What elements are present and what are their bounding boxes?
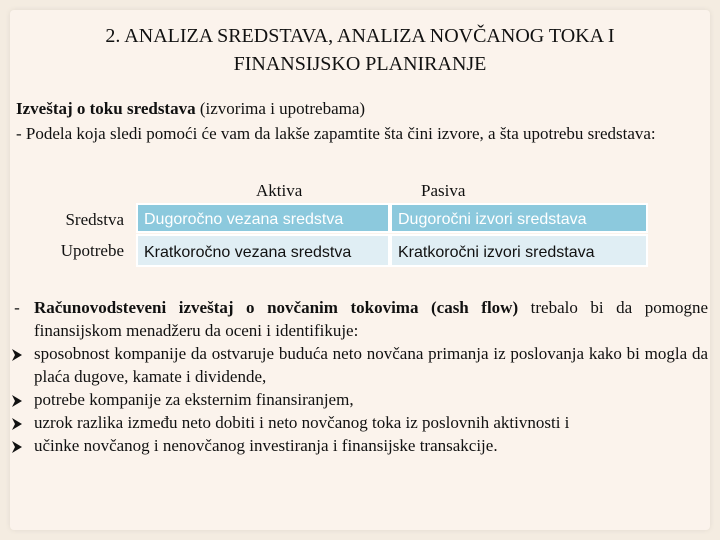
arrowhead-bullet-icon [8,411,26,434]
row-label-upotrebe: Upotrebe [60,241,124,260]
title-line-1: 2. ANALIZA SREDSTAVA, ANALIZA NOVČANOG TOKA I [105,25,615,47]
dash-marker: - [14,298,20,317]
intro-heading-bold: Izveštaj o toku sredstava [16,99,196,118]
list-item [8,342,708,388]
intro-heading-rest: (izvorima i upotrebama) [195,99,366,118]
arrowhead-bullet-icon [8,388,26,411]
list-item-text: učinke novčanog i nenovčanog investiranja i finansijske transakcije. [34,436,498,455]
row-label-sredstva: Sredstva [65,210,124,229]
list-item [8,434,708,457]
list-item [8,411,708,434]
intro-heading [16,96,708,121]
list-item-text: potrebe kompanije za eksternim finansiranjem, [34,390,354,409]
cash-flow-list [8,296,708,457]
cell-dugorocno-vezana: Dugoročno vezana sredstva [136,203,390,233]
cell-dugorocni-izvori: Dugoročni izvori sredstava [390,203,648,233]
list-intro-bold: Računovodsteveni izveštaj o novčanim tokovima (cash flow) [34,298,519,317]
arrowhead-bullet-icon [8,342,26,365]
arrowhead-bullet-icon [8,434,26,457]
list-item-text: uzrok razlika između neto dobiti i neto novčanog toka iz poslovnih aktivnosti i [34,413,570,432]
page-title [20,22,700,78]
cell-kratkorocni-izvori: Kratkoročni izvori sredstava [390,234,648,267]
list-item-text: sposobnost kompanije da ostvaruje buduća neto novčana primanja iz poslovanja kako bi mogla da plaća dugove, kamate i dividende, [34,344,708,386]
intro-section [16,96,708,146]
list-intro-rest: trebalo bi da pomogne finansijskom menadžeru da oceni i identifikuje: [34,298,708,340]
cell-kratkorocno-vezana: Kratkoročno vezana sredstva [136,234,390,267]
column-header-aktiva: Aktiva [256,181,303,200]
title-line-2: FINANSIJSKO PLANIRANJE [233,53,487,75]
list-item [8,388,708,411]
intro-paragraph: - Podela koja sledi pomoći će vam da lakše zapamtite šta čini izvore, a šta upotrebu sredstava: [16,124,656,143]
column-header-pasiva: Pasiva [421,181,466,200]
list-intro-item [8,296,708,342]
